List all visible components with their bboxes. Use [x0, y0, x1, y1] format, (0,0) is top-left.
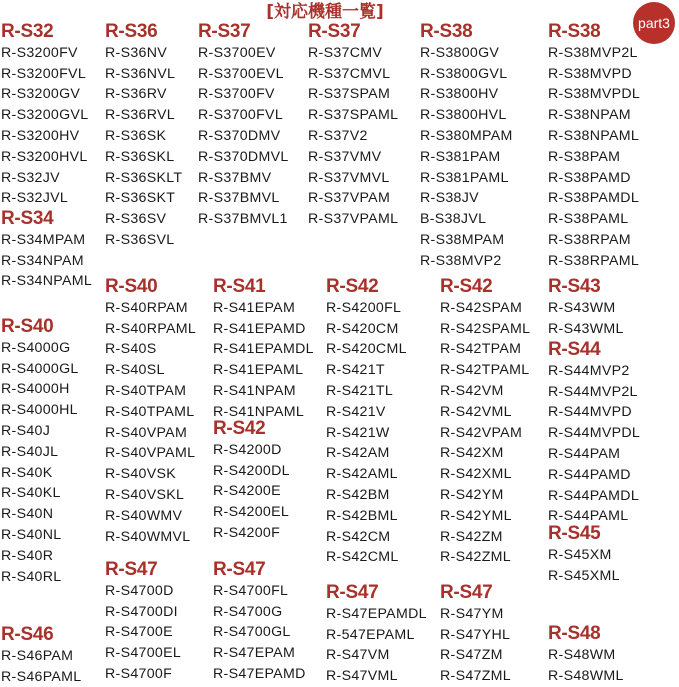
model-item: R-S37VPAM [308, 190, 391, 207]
model-item: R-S38NPAML [548, 127, 640, 144]
model-item: R-S38JV [420, 190, 479, 207]
model-item: R-S44PAMDL [548, 487, 640, 504]
model-item: R-S37VMVL [308, 169, 390, 186]
model-item: R-S44MVP2L [548, 383, 638, 400]
model-item: R-S42ZML [440, 549, 511, 566]
model-item: R-S46PAM [1, 647, 74, 664]
model-item: R-S3800GV [420, 44, 500, 61]
series-heading: R-S42 [440, 276, 493, 297]
model-item: R-S38PAMDL [548, 190, 640, 207]
model-item: R-S36NVL [105, 65, 176, 82]
model-item: R-S40RPAML [105, 320, 197, 337]
series-heading: R-S38 [548, 21, 601, 42]
model-item: R-S40VSKL [105, 486, 185, 503]
model-item: R-S48WML [548, 667, 624, 684]
model-item: R-S40JL [1, 443, 59, 460]
model-item: R-S40K [1, 464, 53, 481]
model-item: R-S40VPAML [105, 445, 196, 462]
series-heading: R-S42 [326, 276, 379, 297]
model-item: R-S41EPAML [213, 362, 304, 379]
model-group [548, 22, 640, 272]
series-heading: R-S47 [326, 582, 379, 603]
model-item: R-S421TL [326, 382, 394, 399]
model-group [105, 22, 182, 251]
model-group [420, 22, 513, 272]
model-item: R-S370DMV [198, 127, 281, 144]
series-heading: R-S36 [105, 21, 158, 42]
model-item: R-S3200HV [1, 127, 80, 144]
model-item: R-S45XM [548, 546, 612, 563]
model-group [198, 22, 289, 230]
model-item: R-S47EPAM [213, 645, 296, 662]
model-item: R-S4000GL [1, 360, 79, 377]
model-item: R-S32JVL [1, 190, 69, 207]
model-group [308, 22, 398, 230]
model-item: R-S3700EVL [198, 65, 284, 82]
model-group [326, 277, 407, 568]
model-group [548, 624, 624, 686]
model-item: R-S47EPAMD [213, 665, 306, 682]
model-item: R-S36SKLT [105, 169, 183, 186]
model-item: R-S38MVPDL [548, 86, 641, 103]
model-item: R-S37BMV [198, 169, 272, 186]
series-heading: R-S37 [308, 21, 361, 42]
model-item: R-S421V [326, 403, 386, 420]
series-heading: R-S40 [1, 316, 54, 337]
model-item: R-S3800HVL [420, 107, 507, 124]
model-item: R-S381PAM [420, 148, 501, 165]
model-item: R-S42SPAML [440, 320, 531, 337]
model-item: R-S43WML [548, 320, 624, 337]
model-group [213, 560, 306, 685]
model-item: R-S4200E [213, 483, 281, 500]
series-heading: R-S47 [213, 559, 266, 580]
model-item: R-S40N [1, 506, 54, 523]
model-item: R-S4200D [213, 441, 282, 458]
model-item: R-S40J [1, 422, 51, 439]
model-item: R-S4000G [1, 339, 71, 356]
series-heading: R-S41 [213, 276, 266, 297]
model-item: R-S40R [1, 547, 54, 564]
model-item: R-S38PAML [548, 211, 629, 228]
model-item: R-S43WM [548, 299, 616, 316]
model-item: R-S37V2 [308, 127, 368, 144]
model-group [1, 22, 88, 209]
model-group [1, 317, 79, 587]
model-item: R-S4700GL [213, 624, 291, 641]
model-group [105, 277, 196, 547]
model-item: R-S38NPAM [548, 107, 631, 124]
model-item: R-S48WM [548, 646, 616, 663]
model-item: R-S3200GVL [1, 107, 89, 124]
model-item: R-S32JV [1, 169, 60, 186]
model-item: R-S3200GV [1, 86, 81, 103]
model-item: R-S40RPAM [105, 299, 188, 316]
model-item: R-S40VSK [105, 466, 177, 483]
series-heading: R-S37 [198, 21, 251, 42]
model-item: R-S41EPAMD [213, 320, 306, 337]
model-item: R-S42XM [440, 445, 504, 462]
model-item: R-S42VPAM [440, 424, 523, 441]
model-item: R-S38MPAM [420, 231, 505, 248]
model-item: R-S34MPAM [1, 231, 86, 248]
model-item: R-S36SV [105, 211, 167, 228]
model-item: R-S44PAML [548, 508, 629, 525]
model-item: R-S3200HVL [1, 148, 88, 165]
model-item: R-S42BM [326, 486, 390, 503]
model-item: R-S4000HL [1, 402, 78, 419]
model-item: B-S38JVL [420, 211, 487, 228]
model-item: R-S3800GVL [420, 65, 508, 82]
model-item: R-S3200FV [1, 44, 78, 61]
model-item: R-S42TPAML [440, 362, 530, 379]
model-item: R-S44PAMD [548, 466, 631, 483]
model-group [213, 277, 314, 423]
model-item: R-S44PAM [548, 445, 621, 462]
model-group [213, 419, 290, 544]
part-badge: part3 [633, 2, 675, 44]
series-heading: R-S47 [440, 582, 493, 603]
model-item: R-S45XML [548, 567, 620, 584]
model-item: R-S41EPAM [213, 299, 296, 316]
model-item: R-S37BMVL1 [198, 211, 288, 228]
model-item: R-S40S [105, 341, 157, 358]
model-item: R-S42AM [326, 445, 390, 462]
model-item: R-S37VPAML [308, 211, 399, 228]
model-item: R-S42SPAM [440, 299, 523, 316]
series-heading: R-S42 [213, 418, 266, 439]
model-item: R-S44MVP2 [548, 362, 630, 379]
model-item: R-S42XML [440, 466, 512, 483]
model-item: R-S42TPAM [440, 341, 522, 358]
series-heading: R-S40 [105, 276, 158, 297]
series-heading: R-S44 [548, 339, 601, 360]
model-item: R-S37SPAML [308, 107, 399, 124]
series-heading: R-S48 [548, 623, 601, 644]
model-item: R-S42CML [326, 549, 399, 566]
model-item: R-S44MVPDL [548, 425, 641, 442]
model-item: R-S420CML [326, 341, 407, 358]
model-item: R-S42VML [440, 403, 512, 420]
model-item: R-S37SPAM [308, 86, 391, 103]
page-title: [対応機種一覧] [266, 2, 384, 22]
model-item: R-S4700EL [105, 645, 182, 662]
model-item: R-S4000H [1, 381, 70, 398]
series-heading: R-S46 [1, 624, 54, 645]
model-item: R-S380MPAM [420, 127, 513, 144]
series-heading: R-S47 [105, 559, 158, 580]
model-item: R-S4700F [105, 665, 173, 682]
model-item: R-S40TPAML [105, 403, 195, 420]
model-item: R-S38RPAM [548, 231, 631, 248]
model-item: R-S40VPAM [105, 424, 188, 441]
model-item: R-S42ZM [440, 528, 503, 545]
model-item: R-S34NPAM [1, 252, 84, 269]
model-item: R-S40NL [1, 526, 62, 543]
model-item: R-S4200EL [213, 504, 290, 521]
model-item: R-S46PAML [1, 668, 82, 685]
model-item: R-S47VML [326, 668, 398, 685]
series-heading: R-S43 [548, 276, 601, 297]
model-item: R-S4200F [213, 524, 281, 541]
model-item: R-S41NPAM [213, 382, 296, 399]
model-item: R-S47YHL [440, 626, 511, 643]
model-group [1, 625, 82, 687]
model-item: R-S47EPAMDL [326, 605, 427, 622]
model-item: R-S42BML [326, 507, 398, 524]
model-item: R-S38MVPD [548, 65, 632, 82]
model-item: R-S42YML [440, 507, 512, 524]
model-item: R-S4700D [105, 582, 174, 599]
model-item: R-S421W [326, 424, 390, 441]
model-item: R-S36RVL [105, 107, 175, 124]
model-item: R-S40KL [1, 485, 61, 502]
model-item: R-S47YM [440, 605, 504, 622]
model-item: R-S38PAMD [548, 169, 631, 186]
model-item: R-S41NPAML [213, 403, 305, 420]
model-item: R-S3200FVL [1, 65, 87, 82]
model-group [105, 560, 181, 685]
model-item: R-S44MVPD [548, 404, 632, 421]
model-item: R-S4700DI [105, 603, 178, 620]
model-item: R-S47ZML [440, 668, 511, 685]
series-heading: R-S32 [1, 21, 54, 42]
model-item: R-S41EPAMDL [213, 341, 314, 358]
model-group [440, 277, 530, 568]
series-heading: R-S45 [548, 523, 601, 544]
model-item: R-S40WMVL [105, 528, 191, 545]
model-group [548, 524, 620, 586]
model-item: R-S36SKL [105, 148, 175, 165]
model-item: R-S381PAML [420, 169, 509, 186]
model-item: R-S37CMV [308, 44, 383, 61]
model-item: R-S4200DL [213, 462, 290, 479]
model-item: R-S36SKT [105, 190, 176, 207]
model-group [326, 583, 427, 687]
model-item: R-S37VMV [308, 148, 382, 165]
model-item: R-S42YM [440, 486, 504, 503]
model-item: R-S36SK [105, 127, 167, 144]
model-item: R-S38RPAML [548, 252, 640, 269]
model-item: R-S42VM [440, 382, 504, 399]
model-item: R-S37CMVL [308, 65, 391, 82]
model-item: R-S420CM [326, 320, 399, 337]
model-item: R-S34NPAML [1, 273, 93, 290]
model-item: R-S370DMVL [198, 148, 289, 165]
model-item: R-S47VM [326, 647, 390, 664]
model-item: R-S40SL [105, 362, 165, 379]
model-item: R-S38MVP2L [548, 44, 638, 61]
model-item: R-S3700FVL [198, 107, 284, 124]
model-item: R-S47ZM [440, 647, 503, 664]
model-item: R-S38PAM [548, 148, 621, 165]
model-item: R-S36NV [105, 44, 168, 61]
model-item: R-S36SVL [105, 231, 175, 248]
model-item: R-S4700E [105, 624, 173, 641]
model-item: R-S42AML [326, 466, 398, 483]
model-item: R-S42CM [326, 528, 391, 545]
model-item: R-547EPAML [326, 626, 415, 643]
series-heading: R-S34 [1, 208, 54, 229]
model-item: R-S38MVP2 [420, 252, 502, 269]
model-group [548, 340, 640, 527]
model-item: R-S40TPAM [105, 382, 187, 399]
model-group [440, 583, 511, 687]
model-item: R-S421T [326, 362, 385, 379]
model-item: R-S40RL [1, 568, 62, 585]
model-item: R-S3700EV [198, 44, 276, 61]
model-item: R-S40WMV [105, 507, 183, 524]
model-item: R-S4700G [213, 603, 283, 620]
model-group [1, 209, 92, 292]
model-item: R-S4200FL [326, 299, 402, 316]
model-group [548, 277, 624, 339]
model-item: R-S36RV [105, 86, 167, 103]
series-heading: R-S38 [420, 21, 473, 42]
model-item: R-S3800HV [420, 86, 499, 103]
model-item: R-S37BMVL [198, 190, 280, 207]
model-item: R-S3700FV [198, 86, 275, 103]
model-item: R-S4700FL [213, 582, 289, 599]
